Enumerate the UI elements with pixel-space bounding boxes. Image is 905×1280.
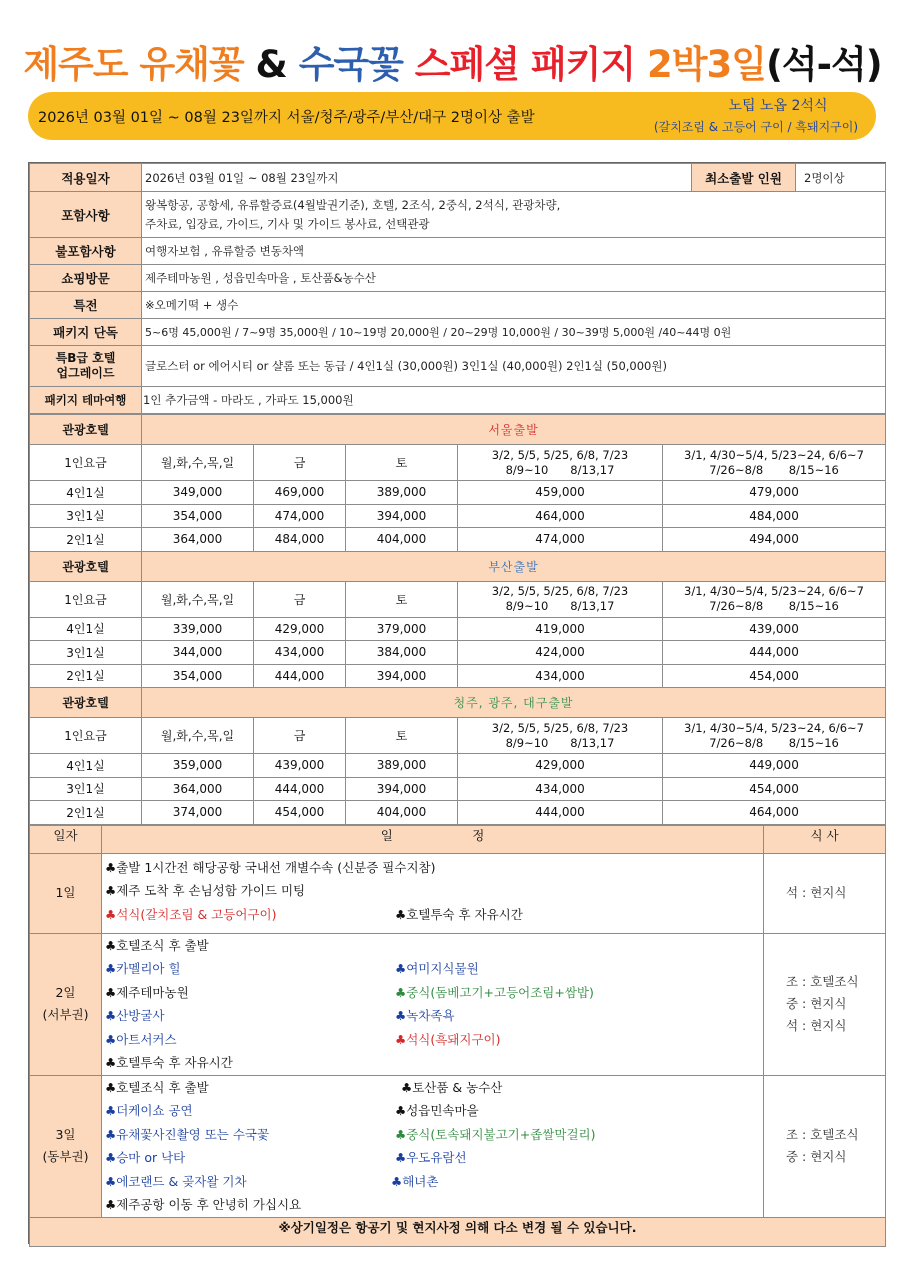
per-person-label: 1인요금 [30,581,142,617]
price-cell: 474,000 [458,528,663,552]
col-peak1 [458,718,663,754]
title-part: 제주도 [23,43,140,86]
info-row [30,346,886,387]
title-part: 스페셜 [414,43,531,86]
day-plan [102,933,764,1075]
shopping-label: 쇼핑방문 [30,265,142,292]
peak-dates: 3/1, 4/30~5/4, 5/23~24, 6/6~7 [684,584,864,598]
min-value: 2명이상 [796,164,886,192]
group-label: 패키지 단독 [30,319,142,346]
package-document [28,162,886,1244]
plan-item: ♣여미지식물원 [395,961,479,976]
info-row [30,164,886,192]
col-saturday: 토 [346,581,458,617]
date-banner [28,92,876,140]
plan-line: ♣호텔투숙 후 자유시간 [105,1055,233,1070]
room-type: 2인1실 [30,664,142,688]
per-person-label: 1인요금 [30,718,142,754]
plan-line [105,1004,760,1028]
plan-item: ♣더케이쇼 공연 [105,1103,193,1118]
price-cell: 404,000 [346,801,458,825]
plan-line [105,981,760,1005]
upgrade-value: 글로스터 or 에어시티 or 샬롬 또는 동급 / 4인1실 (30,000원) 3인1실 (40,000원) 2인1실 (50,000원) [142,346,886,387]
included-label: 포함사항 [30,192,142,238]
plan-line [105,1123,760,1147]
min-label: 최소출발 인원 [692,164,796,192]
price-header-row [30,718,886,754]
plan-line: ♣제주공항 이동 후 안녕히 가십시요 [105,1197,302,1212]
price-cell: 429,000 [458,754,663,778]
meal-item: 석 : 현지식 [786,1018,847,1033]
plan-item: ♣아트서커스 [105,1031,177,1047]
plan-line [105,1028,760,1052]
peak-dates: 3/2, 5/5, 5/25, 6/8, 7/23 [491,584,629,598]
info-row [30,238,886,265]
price-cell: 359,000 [142,754,254,778]
price-cell: 394,000 [346,664,458,688]
schedule-table [29,825,886,1247]
price-cell: 394,000 [346,504,458,528]
price-cell: 449,000 [663,754,886,778]
included-line: 주차료, 입장료, 가이드, 기사 및 가이드 봉사료, 선택관광 [145,216,430,231]
day-number: 3일 [55,1127,76,1142]
plan-line: ♣호텔조식 후 출발 [105,937,209,953]
room-type: 3인1실 [30,504,142,528]
col-weekday: 월,화,수,목,일 [142,718,254,754]
price-cell: 464,000 [663,801,886,825]
room-type: 3인1실 [30,777,142,801]
price-header-row [30,581,886,617]
theme-value: 1인 추가금액 - 마라도 , 가파도 15,000원 [142,387,886,414]
price-cell: 364,000 [142,777,254,801]
col-friday: 금 [254,718,346,754]
room-type: 2인1실 [30,801,142,825]
price-cell: 444,000 [254,777,346,801]
price-row [30,777,886,801]
city-row [30,415,886,445]
price-cell: 494,000 [663,528,886,552]
price-cell: 354,000 [142,504,254,528]
plan-item: ♣중식(토속돼지불고기+좁쌀막걸리) [395,1126,596,1142]
day-meals [764,1075,886,1217]
col-weekday: 월,화,수,목,일 [142,445,254,481]
hotel-label: 관광호텔 [30,415,142,445]
title-part: & [243,43,299,86]
price-cell: 454,000 [663,777,886,801]
departure-city: 부산출발 [142,551,886,581]
peak-dates: 8/9~10 8/13,17 [505,599,615,613]
col-weekday: 월,화,수,목,일 [142,581,254,617]
day-region: (서부권) [42,1007,89,1022]
excluded-label: 불포함사항 [30,238,142,265]
plan-item: ♣우도유람선 [395,1150,467,1165]
plan-item: ♣에코랜드 & 곶자왈 기차 [105,1173,247,1189]
col-saturday: 토 [346,718,458,754]
title-part: 2박3일 [647,43,766,86]
plan-item: ♣제주테마농원 [105,984,189,1000]
price-cell: 439,000 [663,617,886,641]
excluded-value: 여행자보험 , 유류할증 변동차액 [142,238,886,265]
plan-item: ♣녹차족욕 [395,1008,455,1023]
hotel-label: 관광호텔 [30,688,142,718]
price-row [30,504,886,528]
plan-line [105,1099,760,1123]
plan-item: ♣산방굴사 [105,1008,165,1023]
header-meal: 식 사 [764,825,886,853]
footer-note: ※상기일정은 항공기 및 현지사정 의해 다소 변경 될 수 있습니다. [30,1217,886,1246]
peak-dates: 3/2, 5/5, 5/25, 6/8, 7/23 [491,720,629,735]
period-value: 2026년 03월 01일 ~ 08월 23일까지 [142,164,692,192]
price-row [30,664,886,688]
info-row [30,387,886,414]
day-row [30,1075,886,1217]
plan-item: ♣석식(갈치조림 & 고등어구이) [105,906,277,922]
peak-dates: 8/9~10 8/13,17 [505,462,615,477]
room-type: 4인1실 [30,617,142,641]
price-cell: 444,000 [458,801,663,825]
price-cell: 349,000 [142,481,254,505]
hotel-label: 관광호텔 [30,551,142,581]
info-row [30,192,886,238]
col-friday: 금 [254,445,346,481]
meal-item: 중 : 현지식 [786,996,847,1011]
included-line: 왕복항공, 공항세, 유류할증료(4월발권기준), 호텔, 2조식, 2중식, 2석식, 관광차량, [145,197,561,212]
day-row [30,933,886,1075]
title-part: (석-석) [766,43,882,86]
plan-item: ♣토산품 & 농수산 [401,1079,503,1095]
header-day: 일자 [30,825,102,853]
info-row [30,319,886,346]
day-label [30,933,102,1075]
price-cell: 479,000 [663,481,886,505]
price-row [30,481,886,505]
plan-line [105,1146,760,1170]
plan-item: ♣석식(흑돼지구이) [395,1031,501,1047]
plan-item: ♣호텔투숙 후 자유시간 [395,906,523,922]
col-friday: 금 [254,581,346,617]
price-cell: 434,000 [254,641,346,665]
footer-row [30,1217,886,1246]
special-value: ※오메기떡 + 생수 [142,292,886,319]
plan-line: ♣제주 도착 후 손님성함 가이드 미팅 [105,883,306,898]
col-peak2 [663,581,886,617]
price-cell: 444,000 [254,664,346,688]
price-cell: 354,000 [142,664,254,688]
day-meals [764,933,886,1075]
room-type: 4인1실 [30,481,142,505]
peak-dates: 7/26~8/8 8/15~16 [709,462,839,477]
plan-item: ♣유채꽃사진촬영 또는 수국꽃 [105,1126,270,1142]
price-row [30,617,886,641]
room-type: 2인1실 [30,528,142,552]
peak-dates: 3/1, 4/30~5/4, 5/23~24, 6/6~7 [684,720,864,735]
price-cell: 459,000 [458,481,663,505]
col-peak2 [663,718,886,754]
price-cell: 454,000 [254,801,346,825]
price-cell: 404,000 [346,528,458,552]
theme-label: 패키지 테마여행 [30,387,142,414]
plan-item: ♣중식(돔베고기+고등어조림+쌈밥) [395,984,594,1000]
banner-badge-top: 노팁 노옵 2석식 [728,98,828,114]
price-cell: 339,000 [142,617,254,641]
info-table [29,163,886,414]
plan-item: ♣카멜리아 힐 [105,961,181,976]
departure-city: 청주, 광주, 대구출발 [142,688,886,718]
price-row [30,754,886,778]
price-cell: 469,000 [254,481,346,505]
price-cell: 374,000 [142,801,254,825]
per-person-label: 1인요금 [30,445,142,481]
plan-line [105,1076,760,1100]
day-number: 2일 [55,985,76,1000]
info-row [30,292,886,319]
plan-line: ♣출발 1시간전 해당공항 국내선 개별수속 (신분증 필수지참) [105,859,436,875]
peak-dates: 8/9~10 8/13,17 [505,735,615,750]
peak-dates: 3/2, 5/5, 5/25, 6/8, 7/23 [491,447,629,462]
upgrade-label-line: 특B급 호텔 [55,351,116,365]
price-cell: 379,000 [346,617,458,641]
meal-item: 석 : 현지식 [786,885,847,900]
info-row [30,265,886,292]
meal-item: 조 : 호텔조식 [786,974,859,989]
included-value [142,192,886,238]
shopping-value: 제주테마농원 , 성읍민속마을 , 토산품&농수산 [142,265,886,292]
title-part: 패키지 [530,43,648,86]
header-plan: 일 정 [102,825,764,853]
upgrade-label [30,346,142,387]
day-plan [102,853,764,933]
price-cell: 389,000 [346,754,458,778]
price-cell: 424,000 [458,641,663,665]
room-type: 4인1실 [30,754,142,778]
day-label [30,1075,102,1217]
day-label: 1일 [30,853,102,933]
price-row [30,641,886,665]
price-cell: 419,000 [458,617,663,641]
price-cell: 434,000 [458,664,663,688]
plan-line [105,903,760,927]
schedule-header [30,825,886,853]
city-row [30,688,886,718]
peak-dates: 7/26~8/8 8/15~16 [709,599,839,613]
price-header-row [30,445,886,481]
price-cell: 474,000 [254,504,346,528]
day-meals [764,853,886,933]
title-part: 유채꽃 [139,43,244,86]
day-region: (동부권) [42,1149,89,1164]
peak-dates: 7/26~8/8 8/15~16 [709,735,839,750]
price-cell: 434,000 [458,777,663,801]
banner-badge-bottom: (갈치조림 & 고등어 구이 / 흑돼지구이) [653,120,859,134]
price-cell: 364,000 [142,528,254,552]
price-cell: 444,000 [663,641,886,665]
title-part: 수국꽃 [298,43,415,86]
col-peak2 [663,445,886,481]
col-saturday: 토 [346,445,458,481]
price-cell: 484,000 [663,504,886,528]
departure-city: 서울출발 [142,415,886,445]
page-title [0,34,905,88]
room-type: 3인1실 [30,641,142,665]
peak-dates: 3/1, 4/30~5/4, 5/23~24, 6/6~7 [684,447,864,462]
plan-item: ♣호텔조식 후 출발 [105,1079,209,1095]
price-row [30,801,886,825]
special-label: 특전 [30,292,142,319]
meal-item: 중 : 현지식 [786,1149,847,1164]
col-peak1 [458,581,663,617]
meal-item: 조 : 호텔조식 [786,1127,859,1142]
city-row [30,551,886,581]
upgrade-label-line: 업그레이드 [56,366,115,380]
price-cell: 484,000 [254,528,346,552]
col-peak1 [458,445,663,481]
group-value: 5~6명 45,000원 / 7~9명 35,000원 / 10~19명 20,000원 / 20~29명 10,000원 / 30~39명 5,000원 /40~44명 0원 [142,319,886,346]
plan-item: ♣성읍민속마을 [395,1103,479,1118]
plan-item: ♣해녀촌 [391,1173,439,1189]
price-cell: 344,000 [142,641,254,665]
price-cell: 394,000 [346,777,458,801]
day-row [30,853,886,933]
day-plan [102,1075,764,1217]
period-label: 적용일자 [30,164,142,192]
price-cell: 389,000 [346,481,458,505]
plan-item: ♣승마 or 낙타 [105,1150,186,1165]
price-cell: 454,000 [663,664,886,688]
plan-line [105,957,760,981]
price-table [29,414,886,825]
price-row [30,528,886,552]
price-cell: 429,000 [254,617,346,641]
banner-main-text: 2026년 03월 01일 ~ 08월 23일까지 서울/청주/광주/부산/대구 2명이상 출발 [38,110,535,126]
plan-line [105,1170,760,1194]
price-cell: 439,000 [254,754,346,778]
price-cell: 464,000 [458,504,663,528]
price-cell: 384,000 [346,641,458,665]
